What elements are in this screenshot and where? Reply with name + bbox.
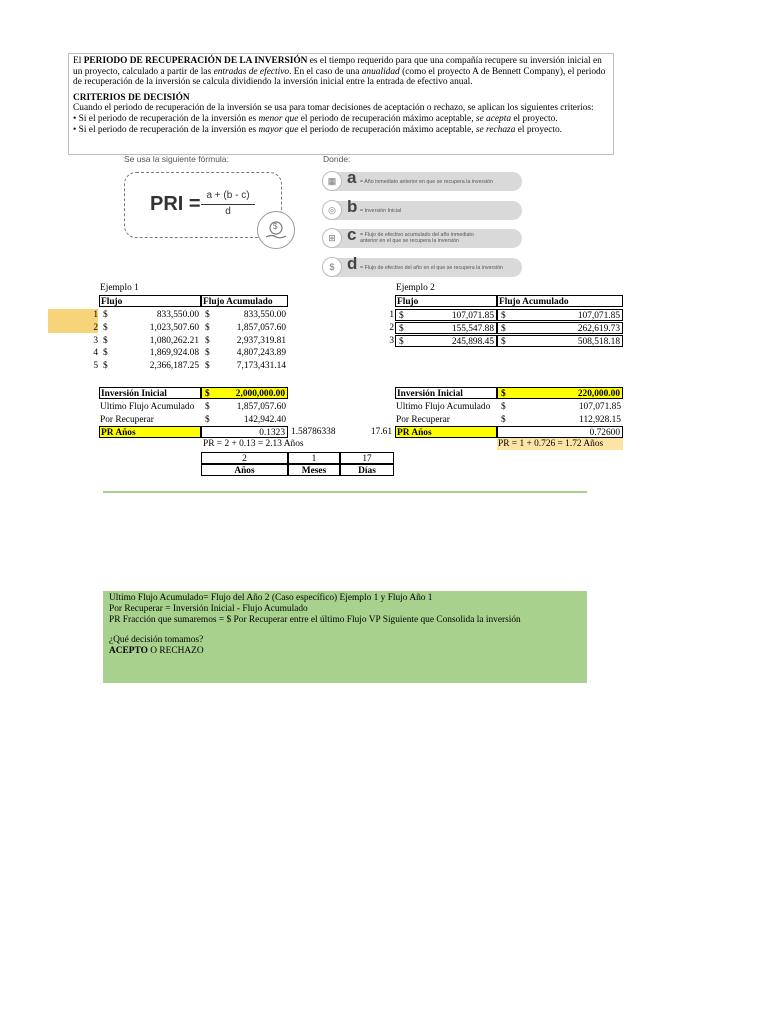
ex1-acum-5: 7,173,431.14 (236, 361, 286, 371)
notes-box (103, 591, 587, 683)
legend-item-d: $ d = Flujo de efectivo del año en el que se recupera la inversión (322, 258, 522, 277)
criteria-heading: CRITERIOS DE DECISIÓN (73, 92, 190, 103)
intro-box (68, 53, 614, 155)
coins-icon: ◎ (322, 200, 342, 220)
ex2-acum-1: 107,071.85 (577, 311, 620, 321)
ex1-days-header: Días (340, 464, 394, 476)
ex1-pr-formula: PR = 2 + 0.13 = 2.13 Años (203, 439, 304, 449)
criteria-reject: • Si el periodo de recuperación de la inversión es mayor que el periodo de recuperación máximo aceptable, se rechaza el proyecto. (73, 124, 562, 135)
ex2-inv-label: Inversión Inicial (395, 387, 497, 399)
ex2-ult-label: Ultimo Flujo Acumulado (396, 402, 491, 412)
ex1-months-value: 1 (288, 452, 340, 464)
ex1-extra2: 17.61 (370, 427, 392, 437)
legend-item-a: ▦ a = Año inmediato anterior en que se recupera la inversión (322, 172, 522, 191)
ex1-acum-4: 4,807,243.89 (236, 348, 286, 358)
ex1-acum-1: 833,550.00 (243, 310, 286, 320)
ex1-ult-label: Ultimo Flujo Acumulado (100, 402, 195, 412)
ex2-pr-formula: PR = 1 + 0.726 = 1.72 Años (497, 438, 623, 450)
ex1-por-label: Por Recuperar (100, 415, 154, 425)
ex1-years-header: Años (201, 464, 288, 476)
ex1-flujo-3: 1,080,262.21 (149, 336, 199, 346)
ex2-header-acum: Flujo Acumulado (497, 295, 623, 307)
table-icon: ▦ (322, 171, 342, 191)
ex1-years-value: 2 (201, 452, 288, 464)
ex1-ult-value: 1,857,057.60 (236, 402, 286, 412)
legend-item-c: ⊞ c = Flujo de efectivo acumulado del año inmediato anterior en el que se recupera la inversión (322, 229, 522, 248)
ex1-days-value: 17 (340, 452, 394, 464)
ex1-flujo-5: 2,366,187.25 (149, 361, 199, 371)
formula-numerator: a + (b - c) (206, 190, 250, 201)
example2-title: Ejemplo 2 (396, 283, 435, 293)
ex2-acum-3: 508,518.18 (577, 337, 620, 347)
formula-caption: Se usa la siguiente fórmula: (124, 154, 229, 164)
note-line-2: Por Recuperar = Inversión Inicial - Flujo Acumulado (109, 603, 308, 614)
ex2-pr-label: PR Años (395, 426, 497, 438)
decision-answer: ACEPTO O RECHAZO (109, 646, 204, 657)
decision-question: ¿Qué decisión tomamos? (109, 635, 204, 646)
ex1-months-header: Meses (288, 464, 340, 476)
ex1-inv-value-cell: $ 2,000,000.00 (201, 387, 288, 399)
example1-title: Ejemplo 1 (100, 283, 139, 293)
ex2-pr-value: 0.72600 (497, 426, 623, 438)
criteria-accept: • Si el periodo de recuperación de la inversión es menor que el periodo de recuperación máximo aceptable, se acepta el proyecto. (73, 113, 558, 124)
note-line-1: Ultimo Flujo Acumulado= Flujo del Año 2 (Caso específico) Ejemplo 1 y Flujo Año 1 (109, 593, 433, 603)
ex1-acum-2: 1,857,057.60 (236, 323, 286, 333)
criteria-text: Cuando el periodo de recuperación de la inversión se usa para tomar decisiones de aceptación o rechazo, se aplican los siguientes criterios: (73, 103, 594, 114)
formula-denominator: d (225, 206, 231, 217)
money-hand-icon: $ (257, 211, 295, 249)
ex2-flujo-3: 245,898.45 (451, 337, 494, 347)
ex1-pr-value: 0.1323 (201, 426, 288, 438)
ex2-por-label: Por Recuperar (396, 415, 450, 425)
ex2-inv-value-cell: $ 220,000.00 (497, 387, 623, 399)
ex1-extra1: 1.58786338 (291, 427, 336, 437)
ex1-inv-label: Inversión Inicial (99, 387, 201, 399)
ex2-flujo-2: 155,547.88 (451, 324, 494, 334)
legend-item-b: ◎ b = Inversión Inicial (322, 201, 522, 220)
ex1-pr-label: PR Años (99, 426, 201, 438)
divider-line (103, 491, 587, 493)
ex1-flujo-4: 1,869,924.08 (149, 348, 199, 358)
ex1-header-acum: Flujo Acumulado (201, 295, 288, 307)
dollar-icon: $ (322, 257, 342, 277)
note-line-3: PR Fracción que sumaremos = $ Por Recuperar entre el último Flujo VP Siguiente que Consolida la inversión (109, 614, 521, 625)
intro-paragraph: El PERIODO DE RECUPERACIÓN DE LA INVERSIÓN es el tiempo requerido para que una compañía recupere su inversión inicial en un proyecto, calculado a partir de las entradas de efectivo. En el caso de una anualidad (como el proyecto A de Bennett Company), el periodo de recuperación de la inversión se calcula dividiendo la inversión inicial entre la entrada de efectivo anual. (73, 56, 606, 88)
ex2-ult-value: 107,071.85 (578, 402, 621, 412)
ex2-acum-2: 262,619.73 (577, 324, 620, 334)
ex2-header-flujo: Flujo (395, 295, 497, 307)
ex1-por-value: 142,942.40 (243, 415, 286, 425)
formula-lhs: PRI = (150, 193, 201, 215)
ex1-header-flujo: Flujo (99, 295, 201, 307)
donde-label: Donde: (323, 154, 351, 164)
ex1-flujo-2: 1,023,507.60 (149, 323, 199, 333)
fraction-bar (201, 204, 255, 205)
ex1-flujo-1: 833,550.00 (156, 310, 199, 320)
ex1-acum-3: 2,937,319.81 (236, 336, 286, 346)
ex2-flujo-1: 107,071.85 (451, 311, 494, 321)
ex2-por-value: 112,928.15 (579, 415, 621, 425)
calculator-icon: ⊞ (322, 228, 342, 248)
